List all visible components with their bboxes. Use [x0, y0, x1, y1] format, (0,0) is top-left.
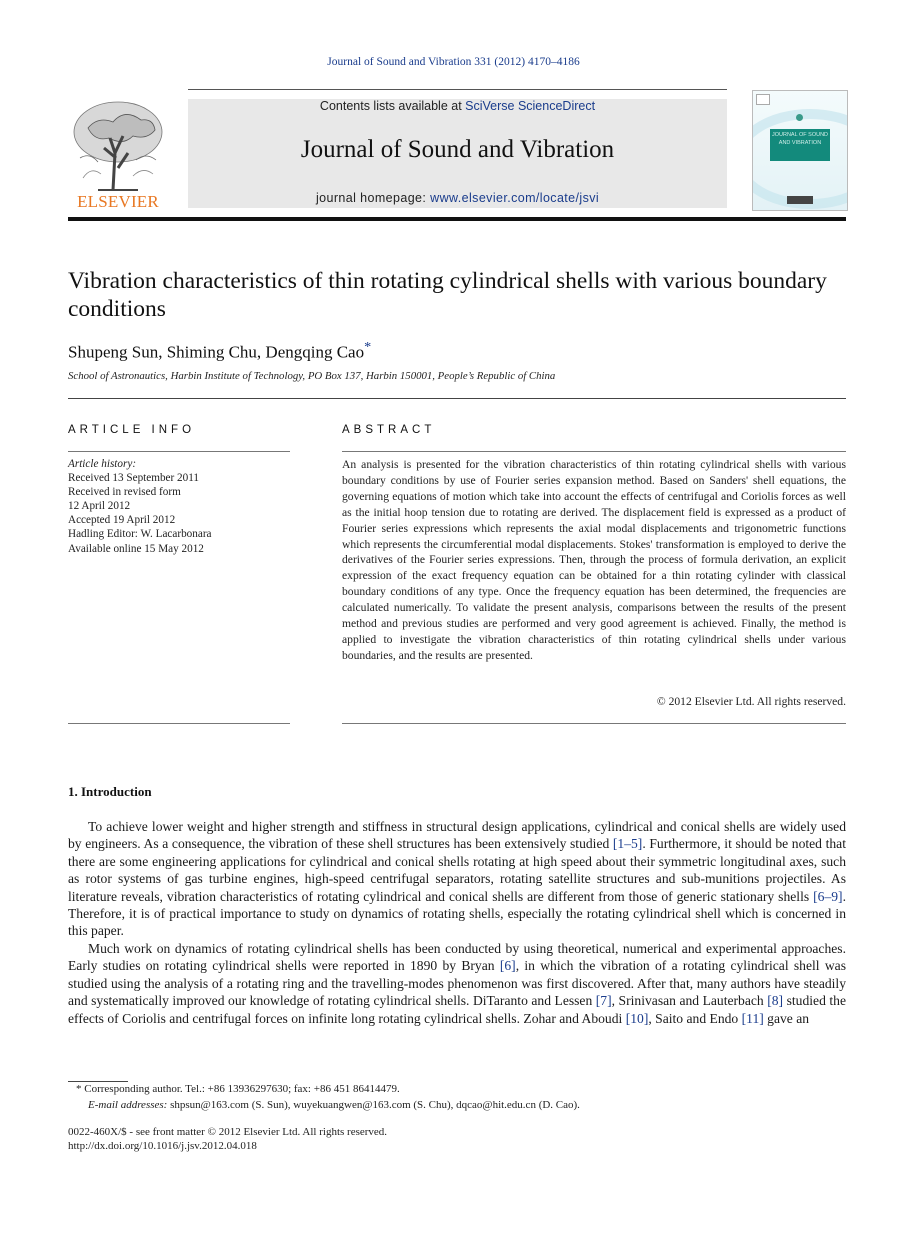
abstract-heading: ABSTRACT [342, 424, 436, 436]
abstract-body: An analysis is presented for the vibration characteristics of thin rotating cylindrical shells with various boundary conditions by use of Fourier series expansion method. Based on Sanders' shell equations, the governing equations of motion which take into account the effects of centrifugal and Coriolis forces as well as the initial hoop tension due to rotating are derived. The displacement field is expressed as a product of Fourier series expressions which represents the axial modal displacements and trigonometric functions which represents the circumferential modal displacements. Stokes' transformation is employed to derive the derivatives of the Fourier series expressions. Then, through the process of formula derivation, an explicit expression of the exact frequency equation can be obtained for a thin rotating cylinder with classical boundary conditions of any type. Once the frequency equation has been determined, the frequencies are calculated numerically. To validate the present analysis, comparisons between the results of the present method and previous studies are performed and very good agreement is achieved. Finally, the method is applied to investigate the vibration characteristics of thin rotating cylindrical shells under various boundaries, and the results are presented. [342, 458, 846, 662]
history-item: Received in revised form [68, 486, 181, 499]
corresponding-author-mark[interactable]: * [364, 339, 372, 355]
paragraph-text: , in which the vibration of a rotating cylindrical shell was studied using the analysis of a rotating ring and the travelling-modes phenomenon was first discovered. After that, many authors have steadily and systematically improved our knowledge of rotating cylindrical shells. DiTaranto and Lessen [68, 958, 846, 1009]
abstract-bottom-rule [342, 723, 846, 724]
history-item: Received 13 September 2011 [68, 472, 199, 485]
intro-paragraph-1 [68, 818, 846, 940]
homepage-prefix: journal homepage: [315, 191, 431, 205]
journal-title: Journal of Sound and Vibration [300, 136, 615, 163]
issn-copyright-line: 0022-460X/$ - see front matter © 2012 Elsevier Ltd. All rights reserved. [68, 1126, 388, 1138]
citation-link[interactable]: [10] [625, 1010, 649, 1026]
author-list [68, 339, 371, 363]
intro-paragraph-2 [68, 940, 846, 1027]
paragraph-text: Much work on dynamics of rotating cylindrical shells has been conducted by using theoretical, numerical and experimental approaches. Early studies on rotating cylindrical shells were reported in 1890 by Bryan [68, 941, 846, 974]
history-item: Available online 15 May 2012 [68, 542, 204, 555]
homepage-link[interactable]: www.elsevier.com/locate/jsvi [430, 191, 600, 205]
email-addresses: shpsun@163.com (S. Sun), wuyekuangwen@163.com (S. Chu), dqcao@hit.edu.cn (D. Cao). [167, 1099, 580, 1111]
contents-prefix: Contents lists available at [319, 99, 466, 113]
paragraph-text: . Furthermore, it should be noted that there are some engineering applications for cylindrical and conical shells rotating at high speed about their symmetric longitudinal axes, such as rotor systems of gas turbine engines, high-speed centrifugal separators, rotating satellite structures and sub-munitions projectiles. As literature reveals, vibration characteristics of rotating cylindrical and conical shells are different from those of generic stationary shells [68, 836, 846, 904]
history-item: Hadling Editor: W. Lacarbonara [68, 528, 212, 541]
paragraph-text: , Saito and Endo [648, 1010, 742, 1026]
paragraph-text: gave an [763, 1010, 810, 1026]
cover-title-block: JOURNAL OF SOUND AND VIBRATION [770, 129, 830, 161]
header-thick-divider [68, 217, 846, 221]
cover-publisher-mark [756, 94, 770, 105]
article-title: Vibration characteristics of thin rotating cylindrical shells with various boundary conditions [68, 268, 827, 322]
citation-link[interactable]: [6] [499, 958, 516, 974]
journal-reference-link[interactable]: Journal of Sound and Vibration 331 (2012) 4170–4186 [327, 56, 580, 68]
abstract-copyright: © 2012 Elsevier Ltd. All rights reserved. [656, 695, 846, 708]
cover-emblem-icon [796, 114, 803, 121]
paragraph-text: studied the effects of Coriolis and centrifugal forces on infinite long rotating cylindrical shells. Zohar and Aboudi [68, 993, 846, 1026]
journal-homepage-line [188, 191, 727, 205]
history-label: Article history: [68, 458, 137, 470]
corresponding-author-footnote: * Corresponding author. Tel.: +86 13936297630; fax: +86 451 86414479. [76, 1083, 400, 1095]
sciencedirect-link[interactable]: SciVerse ScienceDirect [465, 99, 596, 113]
citation-link[interactable]: [7] [595, 993, 612, 1009]
paragraph-text: . Therefore, it is of practical importance to study on dynamics of rotating shells, especially the rotating cylindrical shell which is concerned in this paper. [68, 888, 846, 939]
affiliation: School of Astronautics, Harbin Institute of Technology, PO Box 137, Harbin 150001, People’s Republic of China [68, 370, 556, 382]
header-divider [188, 89, 727, 90]
article-info-heading: ARTICLE INFO [68, 424, 196, 436]
citation-link[interactable]: [11] [741, 1010, 764, 1026]
author-names: Shupeng Sun, Shiming Chu, Dengqing Cao [68, 342, 365, 362]
introduction-heading: 1. Introduction [68, 784, 152, 799]
article-info-bottom-rule [68, 723, 290, 724]
paragraph-text: , Srinivasan and Lauterbach [611, 993, 768, 1009]
cover-footer-mark [787, 196, 813, 204]
citation-link[interactable]: [1–5] [612, 836, 643, 852]
doi-link[interactable]: http://dx.doi.org/10.1016/j.jsv.2012.04.018 [68, 1140, 257, 1152]
citation-link[interactable]: [6–9] [813, 888, 843, 904]
affiliation-divider [68, 398, 846, 399]
footnote-divider [68, 1081, 128, 1082]
tree-icon [68, 98, 168, 192]
contents-availability-line [188, 99, 727, 113]
article-history [68, 457, 212, 556]
abstract-top-rule [342, 451, 846, 452]
history-item: 12 April 2012 [68, 500, 131, 513]
elsevier-wordmark: ELSEVIER [77, 192, 159, 211]
journal-cover-image [752, 90, 848, 211]
citation-link[interactable]: [8] [767, 993, 784, 1009]
email-footnote [88, 1099, 580, 1111]
article-info-top-rule [68, 451, 290, 452]
email-label: E-mail addresses: [88, 1099, 168, 1111]
history-item: Accepted 19 April 2012 [68, 514, 176, 527]
paragraph-text: To achieve lower weight and higher strength and stiffness in structural design applications, cylindrical and conical shells are widely used by engineers. As a consequence, the vibration of these shell structures has been extensively studied [68, 819, 846, 852]
